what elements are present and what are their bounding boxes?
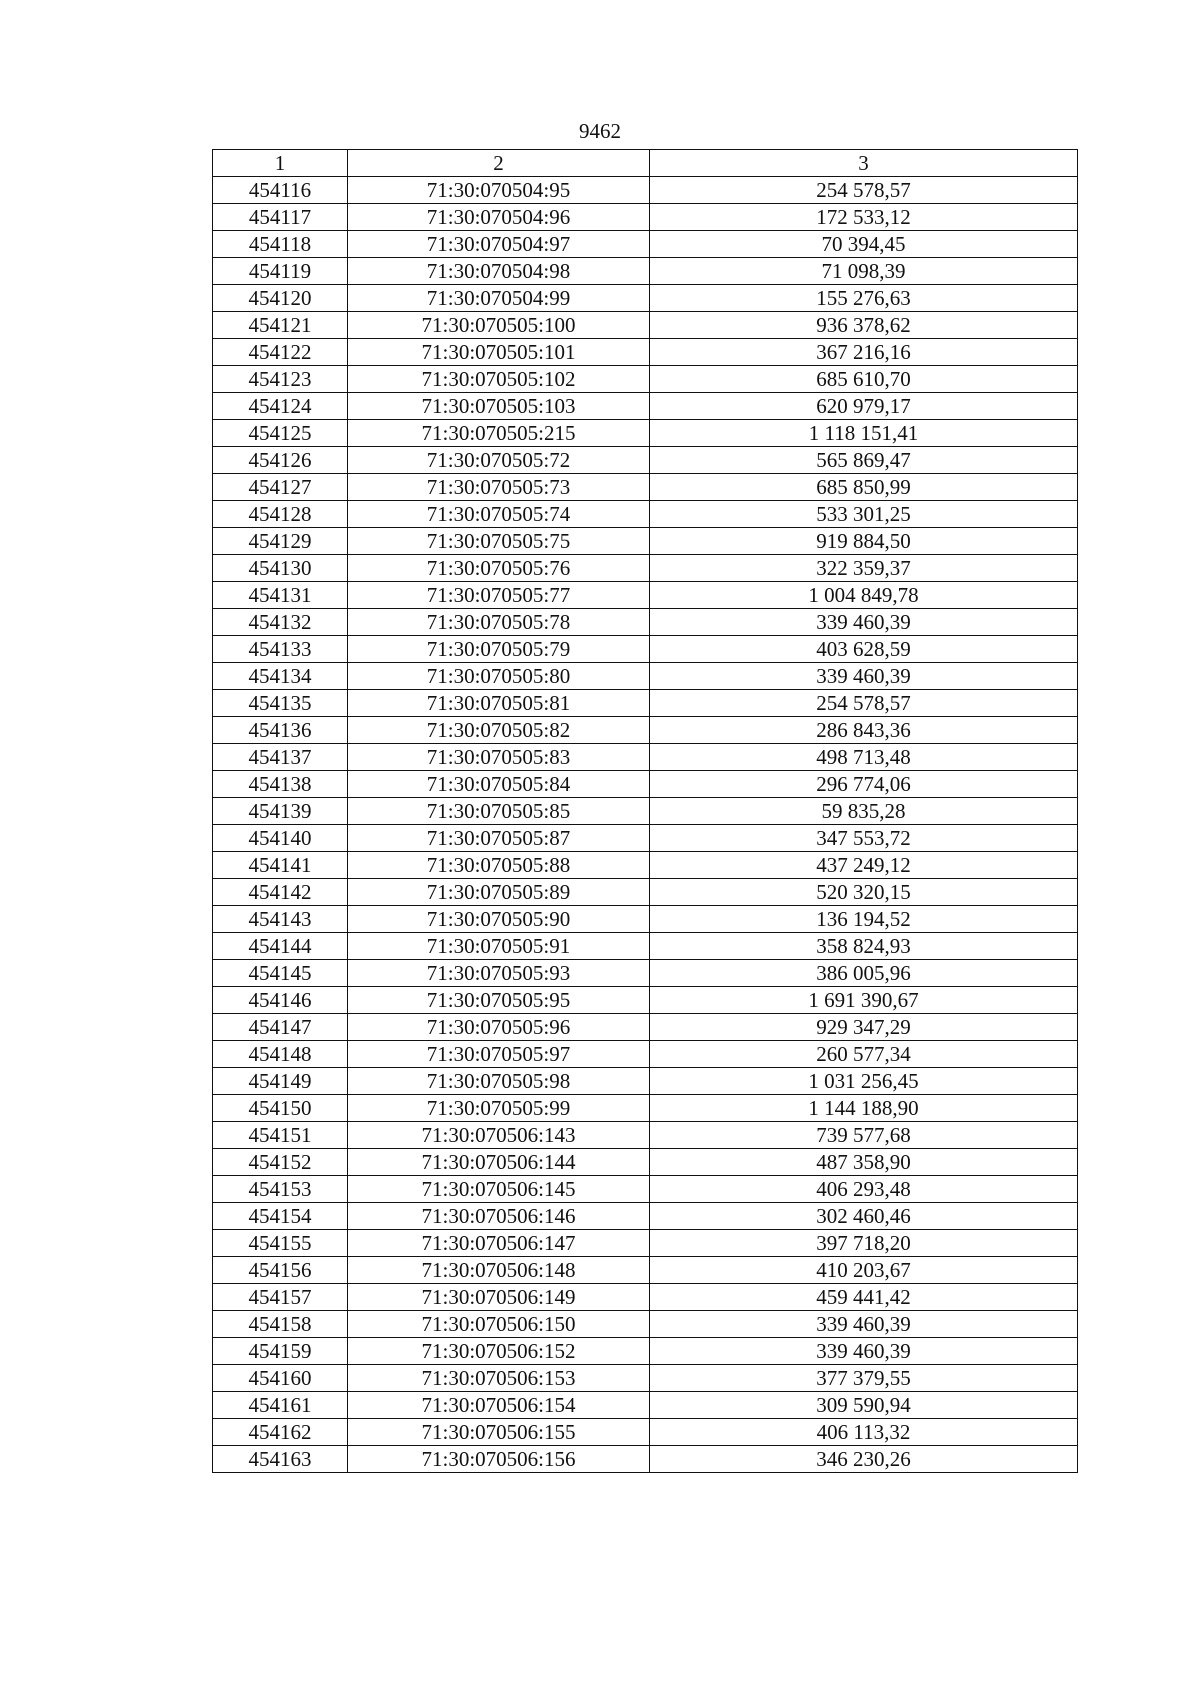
value-cell: 386 005,96 (650, 960, 1078, 987)
cadastral-number-cell: 71:30:070505:74 (348, 501, 650, 528)
value-cell: 919 884,50 (650, 528, 1078, 555)
table-row (213, 1203, 1078, 1230)
table-row (213, 771, 1078, 798)
row-number-cell: 454129 (213, 528, 348, 555)
row-number-cell: 454118 (213, 231, 348, 258)
row-number-cell: 454144 (213, 933, 348, 960)
table-row (213, 1122, 1078, 1149)
row-number-cell: 454151 (213, 1122, 348, 1149)
table-row (213, 339, 1078, 366)
row-number-cell: 454140 (213, 825, 348, 852)
cadastral-number-cell: 71:30:070506:147 (348, 1230, 650, 1257)
table-row (213, 1392, 1078, 1419)
cadastral-number-cell: 71:30:070505:83 (348, 744, 650, 771)
value-cell: 487 358,90 (650, 1149, 1078, 1176)
cadastral-number-cell: 71:30:070506:148 (348, 1257, 650, 1284)
table-row (213, 366, 1078, 393)
row-number-cell: 454159 (213, 1338, 348, 1365)
table-row (213, 609, 1078, 636)
cadastral-number-cell: 71:30:070505:97 (348, 1041, 650, 1068)
value-cell: 936 378,62 (650, 312, 1078, 339)
table-row (213, 447, 1078, 474)
row-number-cell: 454136 (213, 717, 348, 744)
row-number-cell: 454154 (213, 1203, 348, 1230)
row-number-cell: 454141 (213, 852, 348, 879)
cadastral-number-cell: 71:30:070506:146 (348, 1203, 650, 1230)
row-number-cell: 454153 (213, 1176, 348, 1203)
cadastral-number-cell: 71:30:070506:155 (348, 1419, 650, 1446)
table-row (213, 1446, 1078, 1473)
cadastral-number-cell: 71:30:070505:73 (348, 474, 650, 501)
value-cell: 339 460,39 (650, 609, 1078, 636)
value-cell: 172 533,12 (650, 204, 1078, 231)
table-row (213, 1230, 1078, 1257)
cadastral-number-cell: 71:30:070505:77 (348, 582, 650, 609)
table-row (213, 798, 1078, 825)
table-row (213, 987, 1078, 1014)
value-cell: 358 824,93 (650, 933, 1078, 960)
cadastral-number-cell: 71:30:070505:91 (348, 933, 650, 960)
row-number-cell: 454162 (213, 1419, 348, 1446)
table-row (213, 852, 1078, 879)
value-cell: 929 347,29 (650, 1014, 1078, 1041)
cadastral-number-cell: 71:30:070506:156 (348, 1446, 650, 1473)
cadastral-number-cell: 71:30:070505:100 (348, 312, 650, 339)
table-row (213, 960, 1078, 987)
page-number: 9462 (579, 119, 621, 143)
table-row (213, 501, 1078, 528)
row-number-cell: 454145 (213, 960, 348, 987)
cadastral-number-cell: 71:30:070506:143 (348, 1122, 650, 1149)
table-row (213, 1068, 1078, 1095)
column-header-2: 2 (348, 150, 650, 177)
value-cell: 155 276,63 (650, 285, 1078, 312)
cadastral-number-cell: 71:30:070504:96 (348, 204, 650, 231)
table-row (213, 582, 1078, 609)
cadastral-number-cell: 71:30:070504:97 (348, 231, 650, 258)
table-header (213, 150, 1078, 177)
value-cell: 403 628,59 (650, 636, 1078, 663)
cadastral-number-cell: 71:30:070506:154 (348, 1392, 650, 1419)
cadastral-number-cell: 71:30:070506:150 (348, 1311, 650, 1338)
row-number-cell: 454127 (213, 474, 348, 501)
column-header-3: 3 (650, 150, 1078, 177)
row-number-cell: 454121 (213, 312, 348, 339)
row-number-cell: 454132 (213, 609, 348, 636)
row-number-cell: 454149 (213, 1068, 348, 1095)
row-number-cell: 454148 (213, 1041, 348, 1068)
value-cell: 71 098,39 (650, 258, 1078, 285)
value-cell: 410 203,67 (650, 1257, 1078, 1284)
value-cell: 1 144 188,90 (650, 1095, 1078, 1122)
cadastral-number-cell: 71:30:070505:75 (348, 528, 650, 555)
cadastral-number-cell: 71:30:070505:215 (348, 420, 650, 447)
cadastral-number-cell: 71:30:070505:87 (348, 825, 650, 852)
table-row (213, 1284, 1078, 1311)
value-cell: 59 835,28 (650, 798, 1078, 825)
row-number-cell: 454130 (213, 555, 348, 582)
row-number-cell: 454158 (213, 1311, 348, 1338)
cadastral-number-cell: 71:30:070505:84 (348, 771, 650, 798)
row-number-cell: 454150 (213, 1095, 348, 1122)
value-cell: 70 394,45 (650, 231, 1078, 258)
row-number-cell: 454139 (213, 798, 348, 825)
cadastral-number-cell: 71:30:070504:99 (348, 285, 650, 312)
table-row (213, 1095, 1078, 1122)
row-number-cell: 454126 (213, 447, 348, 474)
cadastral-number-cell: 71:30:070505:81 (348, 690, 650, 717)
table-body (213, 177, 1078, 1473)
value-cell: 1 118 151,41 (650, 420, 1078, 447)
cadastral-number-cell: 71:30:070506:153 (348, 1365, 650, 1392)
row-number-cell: 454124 (213, 393, 348, 420)
row-number-cell: 454125 (213, 420, 348, 447)
cadastral-number-cell: 71:30:070505:98 (348, 1068, 650, 1095)
cadastral-number-cell: 71:30:070505:101 (348, 339, 650, 366)
table-row (213, 1365, 1078, 1392)
value-cell: 309 590,94 (650, 1392, 1078, 1419)
cadastral-number-cell: 71:30:070505:85 (348, 798, 650, 825)
value-cell: 685 610,70 (650, 366, 1078, 393)
value-cell: 254 578,57 (650, 177, 1078, 204)
row-number-cell: 454157 (213, 1284, 348, 1311)
table-row (213, 1338, 1078, 1365)
table-row (213, 312, 1078, 339)
table-row (213, 906, 1078, 933)
row-number-cell: 454122 (213, 339, 348, 366)
table-row (213, 204, 1078, 231)
row-number-cell: 454133 (213, 636, 348, 663)
row-number-cell: 454123 (213, 366, 348, 393)
value-cell: 377 379,55 (650, 1365, 1078, 1392)
table-row (213, 933, 1078, 960)
value-cell: 339 460,39 (650, 1311, 1078, 1338)
value-cell: 136 194,52 (650, 906, 1078, 933)
row-number-cell: 454146 (213, 987, 348, 1014)
table-row (213, 717, 1078, 744)
row-number-cell: 454135 (213, 690, 348, 717)
row-number-cell: 454161 (213, 1392, 348, 1419)
value-cell: 339 460,39 (650, 663, 1078, 690)
cadastral-number-cell: 71:30:070505:72 (348, 447, 650, 474)
value-cell: 346 230,26 (650, 1446, 1078, 1473)
cadastral-number-cell: 71:30:070505:95 (348, 987, 650, 1014)
value-cell: 406 293,48 (650, 1176, 1078, 1203)
table-row (213, 825, 1078, 852)
table-row (213, 1014, 1078, 1041)
row-number-cell: 454156 (213, 1257, 348, 1284)
data-table (212, 149, 1078, 1473)
cadastral-number-cell: 71:30:070505:80 (348, 663, 650, 690)
table-row (213, 1419, 1078, 1446)
row-number-cell: 454138 (213, 771, 348, 798)
value-cell: 1 004 849,78 (650, 582, 1078, 609)
row-number-cell: 454117 (213, 204, 348, 231)
header-row (213, 150, 1078, 177)
cadastral-number-cell: 71:30:070505:93 (348, 960, 650, 987)
table-row (213, 663, 1078, 690)
table-row (213, 285, 1078, 312)
value-cell: 406 113,32 (650, 1419, 1078, 1446)
value-cell: 498 713,48 (650, 744, 1078, 771)
table-row (213, 744, 1078, 771)
table-row (213, 528, 1078, 555)
row-number-cell: 454163 (213, 1446, 348, 1473)
cadastral-number-cell: 71:30:070505:102 (348, 366, 650, 393)
cadastral-number-cell: 71:30:070505:78 (348, 609, 650, 636)
cadastral-number-cell: 71:30:070505:89 (348, 879, 650, 906)
cadastral-number-cell: 71:30:070504:98 (348, 258, 650, 285)
value-cell: 302 460,46 (650, 1203, 1078, 1230)
value-cell: 347 553,72 (650, 825, 1078, 852)
value-cell: 520 320,15 (650, 879, 1078, 906)
row-number-cell: 454134 (213, 663, 348, 690)
table-row (213, 474, 1078, 501)
row-number-cell: 454120 (213, 285, 348, 312)
row-number-cell: 454142 (213, 879, 348, 906)
table-row (213, 636, 1078, 663)
value-cell: 533 301,25 (650, 501, 1078, 528)
table-row (213, 1176, 1078, 1203)
column-header-1: 1 (213, 150, 348, 177)
table-row (213, 690, 1078, 717)
cadastral-number-cell: 71:30:070504:95 (348, 177, 650, 204)
value-cell: 565 869,47 (650, 447, 1078, 474)
row-number-cell: 454137 (213, 744, 348, 771)
row-number-cell: 454152 (213, 1149, 348, 1176)
value-cell: 286 843,36 (650, 717, 1078, 744)
row-number-cell: 454116 (213, 177, 348, 204)
table-row (213, 1257, 1078, 1284)
row-number-cell: 454143 (213, 906, 348, 933)
value-cell: 1 031 256,45 (650, 1068, 1078, 1095)
value-cell: 367 216,16 (650, 339, 1078, 366)
table-row (213, 258, 1078, 285)
table-row (213, 393, 1078, 420)
cadastral-number-cell: 71:30:070505:79 (348, 636, 650, 663)
value-cell: 397 718,20 (650, 1230, 1078, 1257)
value-cell: 437 249,12 (650, 852, 1078, 879)
table-row (213, 231, 1078, 258)
cadastral-number-cell: 71:30:070505:88 (348, 852, 650, 879)
value-cell: 1 691 390,67 (650, 987, 1078, 1014)
value-cell: 459 441,42 (650, 1284, 1078, 1311)
value-cell: 254 578,57 (650, 690, 1078, 717)
table-row (213, 879, 1078, 906)
row-number-cell: 454119 (213, 258, 348, 285)
cadastral-number-cell: 71:30:070506:144 (348, 1149, 650, 1176)
value-cell: 296 774,06 (650, 771, 1078, 798)
value-cell: 322 359,37 (650, 555, 1078, 582)
value-cell: 339 460,39 (650, 1338, 1078, 1365)
row-number-cell: 454131 (213, 582, 348, 609)
cadastral-number-cell: 71:30:070505:76 (348, 555, 650, 582)
row-number-cell: 454147 (213, 1014, 348, 1041)
table-row (213, 1149, 1078, 1176)
cadastral-number-cell: 71:30:070505:103 (348, 393, 650, 420)
table-row (213, 1041, 1078, 1068)
cadastral-number-cell: 71:30:070505:82 (348, 717, 650, 744)
table-row (213, 555, 1078, 582)
cadastral-number-cell: 71:30:070506:145 (348, 1176, 650, 1203)
row-number-cell: 454128 (213, 501, 348, 528)
table-row (213, 1311, 1078, 1338)
value-cell: 260 577,34 (650, 1041, 1078, 1068)
table-row (213, 420, 1078, 447)
value-cell: 685 850,99 (650, 474, 1078, 501)
cadastral-number-cell: 71:30:070505:96 (348, 1014, 650, 1041)
cadastral-number-cell: 71:30:070505:90 (348, 906, 650, 933)
cadastral-number-cell: 71:30:070506:152 (348, 1338, 650, 1365)
row-number-cell: 454155 (213, 1230, 348, 1257)
cadastral-number-cell: 71:30:070506:149 (348, 1284, 650, 1311)
table-row (213, 177, 1078, 204)
cadastral-number-cell: 71:30:070505:99 (348, 1095, 650, 1122)
row-number-cell: 454160 (213, 1365, 348, 1392)
value-cell: 620 979,17 (650, 393, 1078, 420)
value-cell: 739 577,68 (650, 1122, 1078, 1149)
